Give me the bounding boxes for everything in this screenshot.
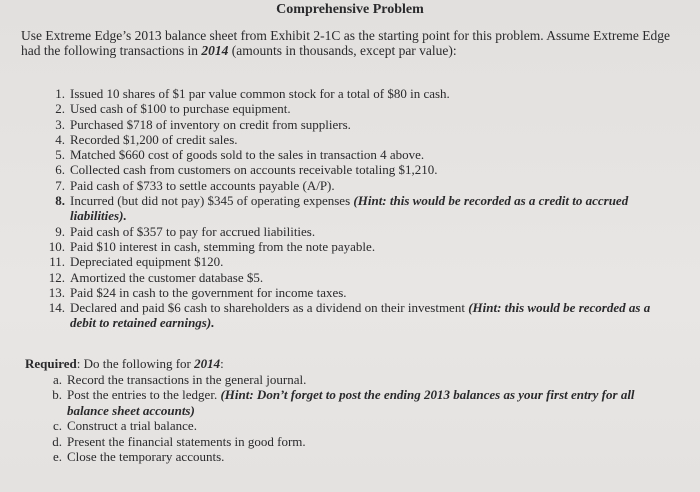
item-text: Present the financial statements in good form. [67,433,306,449]
item-number: 2. [55,101,65,117]
item-number: 14. [48,300,65,316]
item-text: Issued 10 shares of $1 par value common stock for a total of $80 in cash. [70,86,450,101]
item-number: 6. [55,162,65,178]
item-number: 1. [55,86,65,101]
transaction-item [40,147,670,162]
item-text: Matched $660 cost of goods sold to the sales in transaction 4 above. [70,147,425,163]
item-number: 7. [55,177,65,193]
item-text: Amortized the customer database $5. [70,269,264,285]
item-text: Collected cash from customers on accounts receivable totaling $1,210. [70,162,438,178]
item-text: Used cash of $100 to purchase equipment. [70,101,291,117]
item-text: Paid cash of $357 to pay for accrued liabilities. [70,223,316,239]
intro-year: 2014 [201,43,229,58]
transaction-item [40,178,670,193]
page-title: Comprehensive Problem [276,2,424,17]
intro-text-2: (amounts in thousands, except par value): [228,43,457,58]
transaction-item [40,86,670,101]
required-item [47,387,665,418]
item-text: Record the transactions in the general journal. [67,371,307,387]
item-text: Post the entries to the ledger. [67,387,221,402]
item-text-container [67,387,665,418]
transaction-item [40,285,670,300]
item-text-container [70,300,670,331]
item-number: 13. [48,284,65,300]
item-text: Recorded $1,200 of credit sales. [70,131,238,147]
item-hint: (Hint: this would be recorded as a debit to retained earnings). [70,300,651,331]
required-section [25,356,665,465]
required-year: 2014 [194,356,221,371]
transaction-item [40,193,670,224]
intro-paragraph [21,28,686,58]
required-item [47,434,665,450]
item-number: 10. [48,238,65,254]
item-text: Paid $10 interest in cash, stemming from the note payable. [70,238,376,254]
item-number: 8. [55,193,65,209]
transaction-item [40,132,670,147]
transaction-item [40,300,670,331]
item-letter: e. [52,449,62,464]
required-text: : Do the following for [76,356,195,371]
required-item [47,372,665,388]
transaction-item [40,254,670,269]
item-letter: b. [52,387,62,402]
item-text: Construct a trial balance. [67,418,197,433]
item-letter: a. [52,371,62,387]
item-number: 5. [55,147,65,163]
item-text: Close the temporary accounts. [67,449,225,464]
transaction-item [40,224,670,239]
item-text-container [70,193,670,224]
required-label: Required [25,356,77,371]
item-text: Declared and paid $6 cash to shareholders as a dividend on their investment [70,300,469,316]
transaction-item [40,239,670,254]
item-hint: (Hint: Don’t forget to post the ending 2013 balances as your first entry for all balance sheet accounts) [67,387,635,418]
item-hint: (Hint: this would be recorded as a credit to accrued liabilities). [70,193,629,224]
transaction-item [40,117,670,132]
item-text: Paid cash of $733 to settle accounts payable (A/P). [70,177,335,193]
required-heading [25,356,665,372]
item-number: 4. [55,131,65,147]
item-text: Paid $24 in cash to the government for income taxes. [70,284,347,300]
item-number: 12. [48,269,65,285]
item-number: 9. [55,223,65,239]
item-letter: d. [52,433,62,449]
item-text: Depreciated equipment $120. [70,254,224,270]
item-text: Incurred (but did not pay) $345 of operating expenses [70,193,354,209]
required-list [47,372,665,465]
required-item [47,449,665,465]
item-number: 11. [49,254,65,270]
item-text: Purchased $718 of inventory on credit from suppliers. [70,116,351,132]
transaction-list [40,86,670,331]
transaction-item [40,270,670,285]
required-colon: : [220,356,224,371]
transaction-item [40,101,670,116]
item-letter: c. [52,418,62,433]
intro-text-1: Use Extreme Edge’s 2013 balance sheet from Exhibit 2-1C as the starting point for this problem. Assume Extreme Edge had the following transactions in [21,28,670,58]
item-number: 3. [55,116,65,132]
transaction-item [40,162,670,177]
required-item [47,418,665,434]
